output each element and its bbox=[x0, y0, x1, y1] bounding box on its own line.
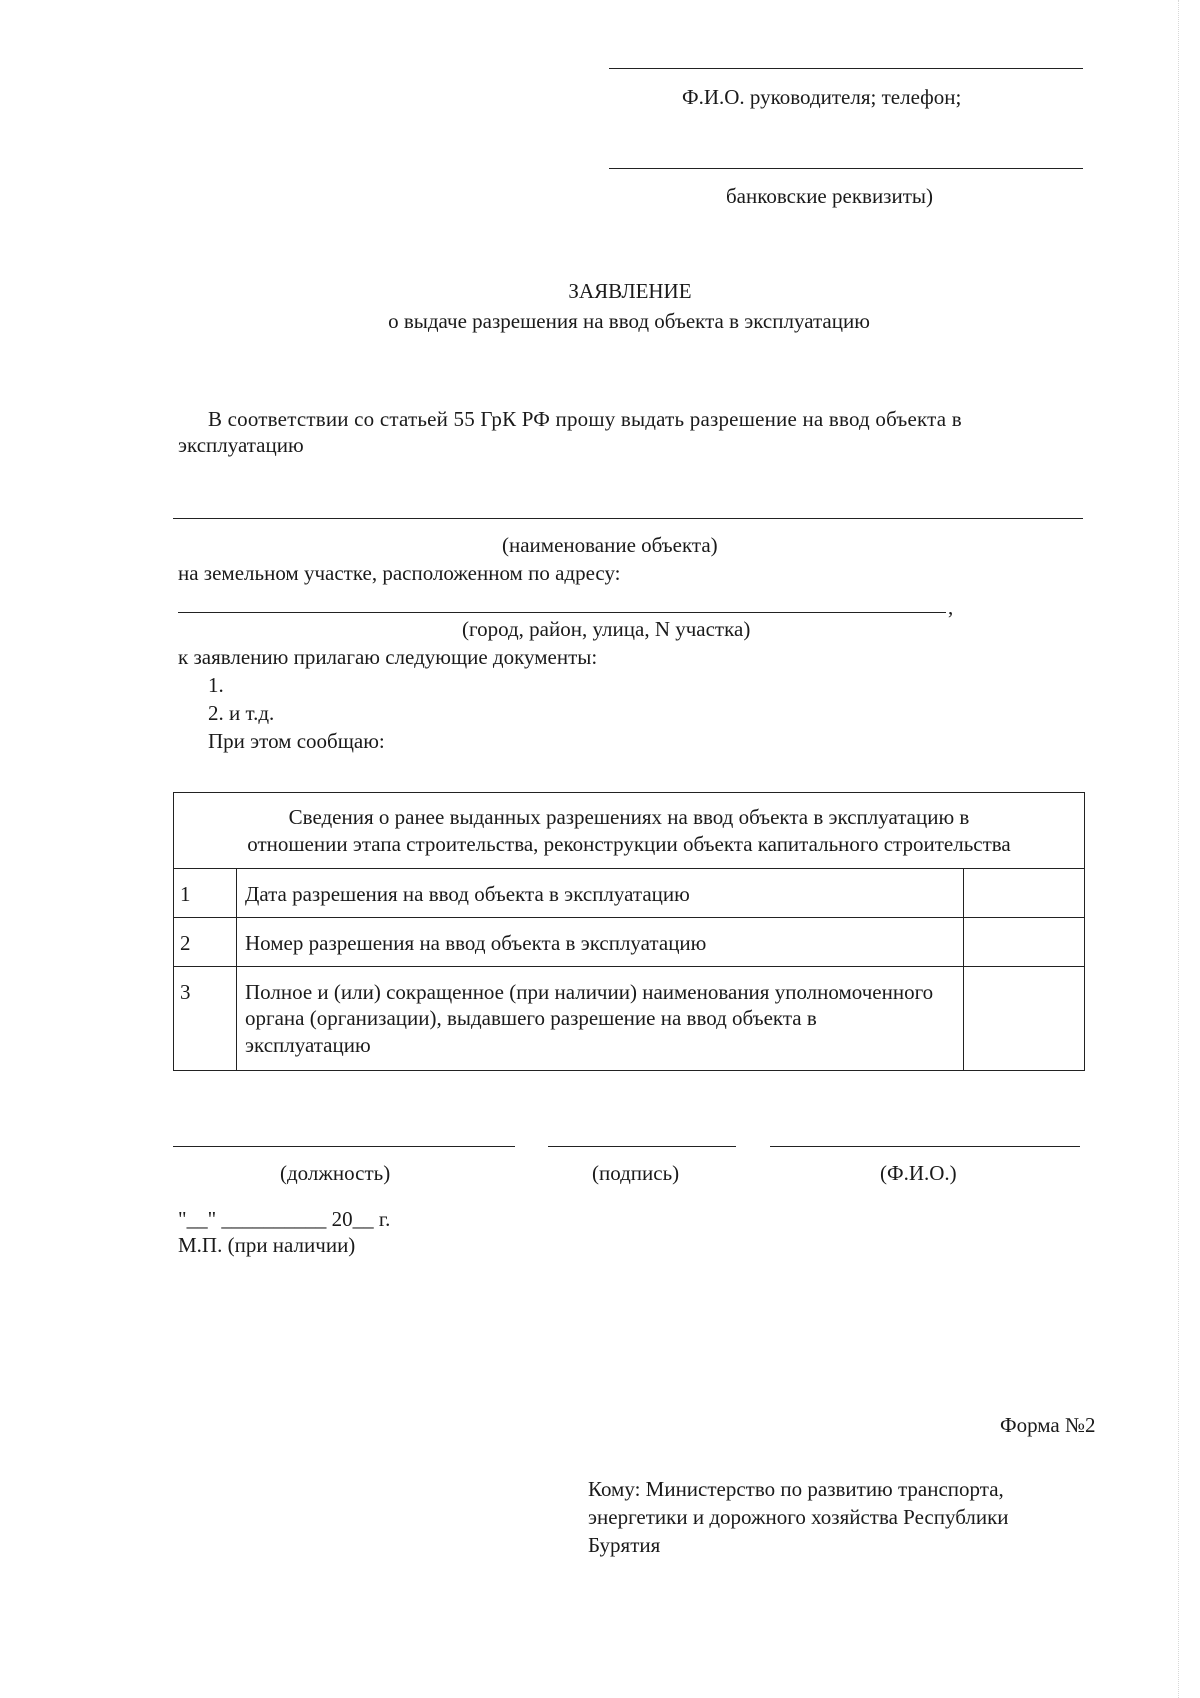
table-row bbox=[174, 918, 1084, 967]
row-number: 2 bbox=[174, 918, 237, 966]
report-text: При этом сообщаю: bbox=[208, 729, 385, 753]
object-name-line[interactable] bbox=[173, 518, 1083, 519]
document-title: ЗАЯВЛЕНИЕ bbox=[568, 279, 692, 303]
address-comma: , bbox=[948, 595, 954, 619]
signature-line[interactable] bbox=[548, 1146, 736, 1147]
doc-item-1: 1. bbox=[208, 673, 224, 697]
row-label: Дата разрешения на ввод объекта в эксплуатацию bbox=[237, 869, 964, 917]
row-number: 3 bbox=[174, 967, 237, 1070]
row-label: Номер разрешения на ввод объекта в эксплуатацию bbox=[237, 918, 964, 966]
land-text: на земельном участке, расположенном по адресу: bbox=[178, 561, 621, 585]
address-caption: (город, район, улица, N участка) bbox=[462, 617, 751, 641]
signature-caption: (подпись) bbox=[592, 1161, 680, 1185]
fullname-caption: (Ф.И.О.) bbox=[880, 1161, 957, 1185]
head-blank-line[interactable] bbox=[609, 68, 1083, 69]
address-line[interactable] bbox=[178, 612, 946, 613]
form-number-label: Форма №2 bbox=[1000, 1413, 1096, 1437]
document-subtitle: о выдаче разрешения на ввод объекта в эксплуатацию bbox=[388, 309, 870, 333]
bank-blank-line[interactable] bbox=[609, 168, 1083, 169]
row-number: 1 bbox=[174, 869, 237, 917]
date-field[interactable]: "__" __________ 20__ г. bbox=[178, 1207, 391, 1231]
position-line[interactable] bbox=[173, 1146, 515, 1147]
row-value-cell[interactable] bbox=[964, 967, 1084, 1070]
table-header-line-2: отношении этапа строительства, реконструкции объекта капитального строительства bbox=[247, 831, 1011, 856]
object-caption: (наименование объекта) bbox=[502, 533, 718, 557]
attach-text: к заявлению прилагаю следующие документы: bbox=[178, 645, 598, 669]
stamp-caption: М.П. (при наличии) bbox=[178, 1233, 356, 1257]
position-caption: (должность) bbox=[280, 1161, 391, 1185]
head-caption: Ф.И.О. руководителя; телефон; bbox=[682, 85, 962, 109]
permits-table bbox=[173, 792, 1085, 1071]
scan-edge-divider bbox=[1178, 0, 1179, 1698]
row-label: Полное и (или) сокращенное (при наличии) наименования уполномоченного органа (организации), выдавшего разрешение на ввод объекта в эксплуатацию bbox=[237, 967, 964, 1070]
table-row bbox=[174, 869, 1084, 918]
intro-line-1: В соответствии со статьей 55 ГрК РФ прошу выдать разрешение на ввод объекта в bbox=[208, 407, 962, 431]
recipient-line-3: Бурятия bbox=[588, 1533, 661, 1557]
doc-item-2: 2. и т.д. bbox=[208, 701, 275, 725]
table-row bbox=[174, 967, 1084, 1070]
intro-line-2: эксплуатацию bbox=[178, 433, 304, 457]
fullname-line[interactable] bbox=[770, 1146, 1080, 1147]
table-header bbox=[174, 793, 1084, 869]
recipient-line-1: Кому: Министерство по развитию транспорта, bbox=[588, 1477, 1004, 1501]
row-value-cell[interactable] bbox=[964, 918, 1084, 966]
recipient-line-2: энергетики и дорожного хозяйства Республики bbox=[588, 1505, 1009, 1529]
row-value-cell[interactable] bbox=[964, 869, 1084, 917]
bank-caption: банковские реквизиты) bbox=[726, 184, 933, 208]
table-header-line-1: Сведения о ранее выданных разрешениях на ввод объекта в эксплуатацию в bbox=[288, 805, 970, 830]
